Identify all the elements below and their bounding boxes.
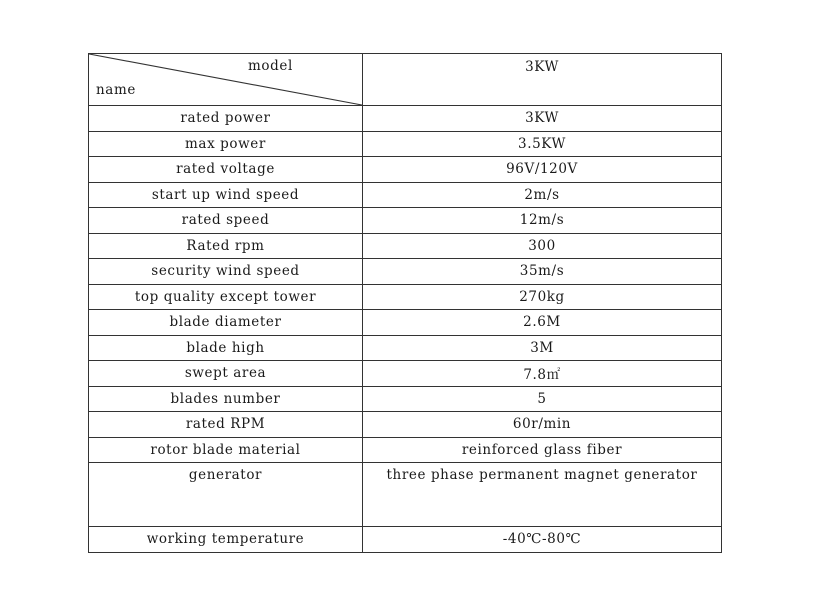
table-row bbox=[89, 208, 722, 234]
spec-value-cell: 300 bbox=[363, 233, 722, 259]
spec-name-cell: rated power bbox=[89, 106, 363, 132]
spec-value-cell: 3KW bbox=[363, 106, 722, 132]
spec-name-cell: blades number bbox=[89, 386, 363, 412]
table-row bbox=[89, 361, 722, 387]
spec-name-cell: blade diameter bbox=[89, 310, 363, 336]
spec-value-cell: three phase permanent magnet generator bbox=[363, 463, 722, 527]
spec-value-cell: 2m/s bbox=[363, 182, 722, 208]
spec-name-cell: top quality except tower bbox=[89, 284, 363, 310]
table-row bbox=[89, 335, 722, 361]
spec-value-cell: -40℃-80℃ bbox=[363, 527, 722, 553]
spec-value-cell: 270kg bbox=[363, 284, 722, 310]
table-row bbox=[89, 310, 722, 336]
spec-name-cell: swept area bbox=[89, 361, 363, 387]
table-row bbox=[89, 259, 722, 285]
spec-name-cell: rotor blade material bbox=[89, 437, 363, 463]
header-row bbox=[89, 54, 722, 106]
spec-name-cell: rated speed bbox=[89, 208, 363, 234]
table-row bbox=[89, 106, 722, 132]
spec-name-cell: working temperature bbox=[89, 527, 363, 553]
table-row bbox=[89, 527, 722, 553]
spec-value-cell: 3.5KW bbox=[363, 131, 722, 157]
table-row bbox=[89, 386, 722, 412]
table-row bbox=[89, 131, 722, 157]
table-row bbox=[89, 157, 722, 183]
spec-value-cell: 35m/s bbox=[363, 259, 722, 285]
spec-name-cell: rated voltage bbox=[89, 157, 363, 183]
spec-value-cell: 7.8㎡ bbox=[363, 361, 722, 387]
spec-value-cell: 3M bbox=[363, 335, 722, 361]
spec-value-cell: 2.6M bbox=[363, 310, 722, 336]
spec-name-cell: rated RPM bbox=[89, 412, 363, 438]
spec-value-cell: reinforced glass fiber bbox=[363, 437, 722, 463]
spec-name-cell: security wind speed bbox=[89, 259, 363, 285]
name-header-label: name bbox=[96, 82, 136, 98]
spec-name-cell: start up wind speed bbox=[89, 182, 363, 208]
spec-name-cell: max power bbox=[89, 131, 363, 157]
model-value: 3KW bbox=[363, 54, 722, 106]
spec-value-cell: 96V/120V bbox=[363, 157, 722, 183]
table-row bbox=[89, 284, 722, 310]
spec-value-cell: 60r/min bbox=[363, 412, 722, 438]
table-row bbox=[89, 182, 722, 208]
spec-table bbox=[88, 53, 722, 553]
spec-value-cell: 5 bbox=[363, 386, 722, 412]
model-header-label: model bbox=[248, 58, 293, 74]
diagonal-header-cell bbox=[89, 54, 363, 106]
table-row bbox=[89, 233, 722, 259]
table-row bbox=[89, 412, 722, 438]
table-row bbox=[89, 437, 722, 463]
spec-value-cell: 12m/s bbox=[363, 208, 722, 234]
spec-name-cell: Rated rpm bbox=[89, 233, 363, 259]
table-row bbox=[89, 463, 722, 527]
spec-name-cell: generator bbox=[89, 463, 363, 527]
spec-name-cell: blade high bbox=[89, 335, 363, 361]
